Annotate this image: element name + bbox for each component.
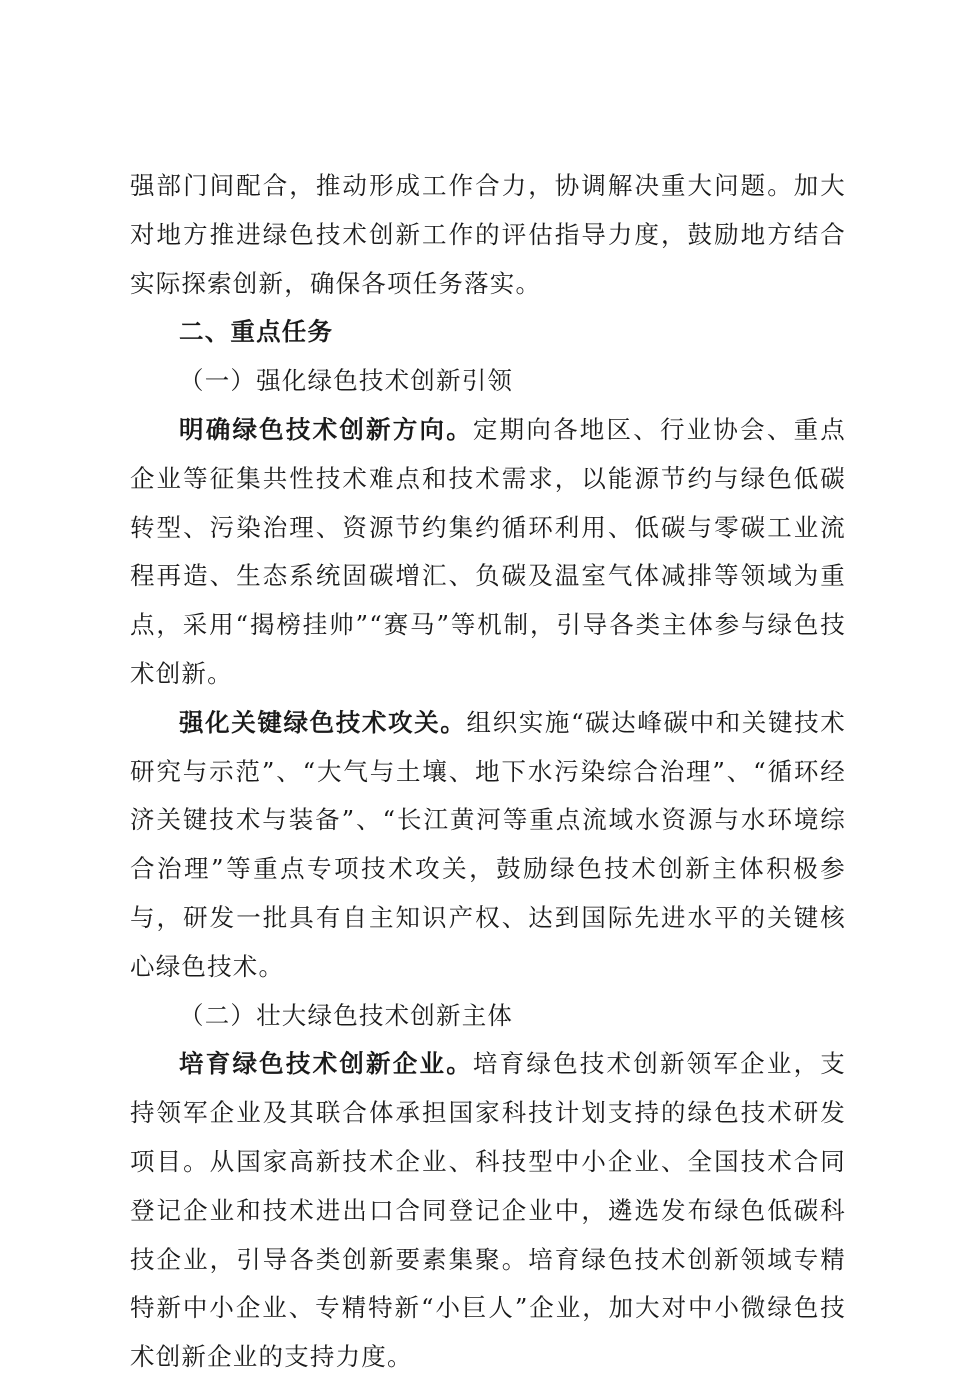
paragraph-lead: 培育绿色技术创新企业。: [179, 1049, 473, 1079]
subsection-heading-2: （二）壮大绿色技术创新主体: [179, 1000, 514, 1030]
paragraph-green-tech-direction: [130, 406, 846, 699]
paragraph-body: 培育绿色技术创新领军企业，支持领军企业及其联合体承担国家科技计划支持的绿色技术研发项目。从国家高新技术企业、科技型中小企业、全国技术合同登记企业和技术进出口合同登记企业中，遴选发布绿色低碳科技企业，引导各类创新要素集聚。培育绿色技术创新领域专精特新中小企业、专精特新“小巨人”企业，加大对中小微绿色技术创新企业的支持力度。: [130, 1049, 846, 1372]
paragraph-innovation-enterprises: [130, 1040, 846, 1382]
document-body: [130, 162, 846, 1382]
section-heading: 二、重点任务: [179, 317, 334, 347]
paragraph-key-tech-breakthrough: [130, 699, 846, 992]
paragraph-body: 定期向各地区、行业协会、重点企业等征集共性技术难点和技术需求，以能源节约与绿色低碳转型、污染治理、资源节约集约循环利用、低碳与零碳工业流程再造、生态系统固碳增汇、负碳及温室气体减排等领域为重点，采用“揭榜挂帅”“赛马”等机制，引导各类主体参与绿色技术创新。: [130, 414, 846, 688]
paragraph-lead: 强化关键绿色技术攻关。: [179, 707, 467, 737]
paragraph-body: 组织实施“碳达峰碳中和关键技术研究与示范”、“大气与土壤、地下水污染综合治理”、“循环经济关键技术与装备”、“长江黄河等重点流域水资源与水环境综合治理”等重点专项技术攻关，鼓励绿色技术创新主体积极参与，研发一批具有自主知识产权、达到国际先进水平的关键核心绿色技术。: [130, 707, 846, 981]
subsection-heading-1: （一）强化绿色技术创新引领: [179, 366, 514, 396]
paragraph-continuation: 强部门间配合，推动形成工作合力，协调解决重大问题。加大对地方推进绿色技术创新工作的评估指导力度，鼓励地方结合实际探索创新，确保各项任务落实。: [130, 171, 846, 298]
paragraph-lead: 明确绿色技术创新方向。: [179, 414, 473, 444]
